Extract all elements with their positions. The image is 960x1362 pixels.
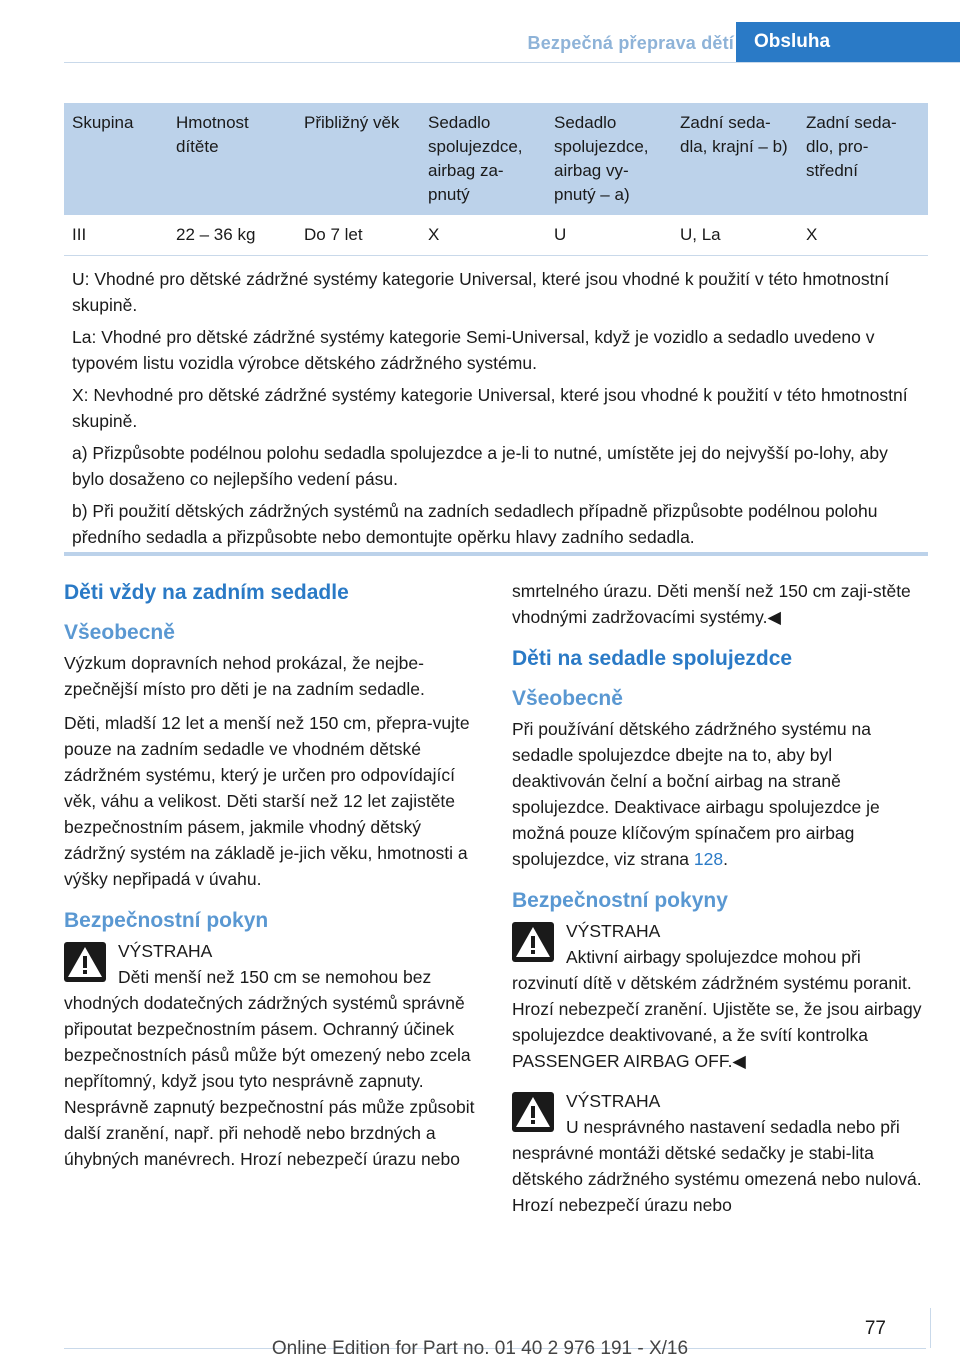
paragraph: Výzkum dopravních nehod prokázal, že nejbe-zpečnější místo pro děti je na zadním sedadle. bbox=[64, 653, 425, 699]
table-header-row bbox=[64, 103, 928, 215]
warning-triangle-icon bbox=[512, 1092, 554, 1132]
header-chapter-tab[interactable]: Obsluha bbox=[736, 22, 960, 62]
warning-text: Aktivní airbagy spolujezdce mohou při rozvinutí dítě v dětském zádržném systému poranit. Hrozí nebezpečí zranění. Ujistěte se, že jsou airbagy spolujezdce deaktivované, a že svítí kontrolka PASSENGER AIRBAG OFF.◀ bbox=[512, 947, 922, 1071]
warning-text: U nesprávného nastavení sedadla nebo při nesprávné montáži dětské sedačky je stabi-lita dětského zádržného systému omezená nebo nulová. Hrozí nebezpečí úrazu nebo bbox=[512, 1117, 922, 1215]
paragraph-continued: smrtelného úrazu. Děti menší než 150 cm zaji-stěte vhodnými zadržovacími systémy.◀ bbox=[512, 581, 911, 627]
subheading-general: Všeobecně bbox=[64, 621, 175, 644]
section-separator bbox=[64, 552, 928, 556]
page-link[interactable]: 128 bbox=[693, 849, 724, 869]
subheading-general: Všeobecně bbox=[512, 687, 623, 710]
warning-triangle-icon bbox=[64, 942, 106, 982]
table-cell: X bbox=[420, 215, 546, 256]
warning-title: VÝSTRAHA bbox=[118, 941, 213, 961]
warning-box bbox=[512, 1088, 928, 1218]
warning-title: VÝSTRAHA bbox=[566, 1091, 661, 1111]
table-notes bbox=[72, 266, 922, 556]
subheading-safety-notes: Bezpečnostní pokyny bbox=[512, 889, 728, 912]
table-header-cell: Sedadlo spolujezdce, airbag vy-pnutý – a) bbox=[546, 103, 672, 215]
header-rule bbox=[64, 62, 960, 63]
warning-box bbox=[512, 918, 928, 1074]
note-x: X: Nevhodné pro dětské zádržné systémy kategorie Universal, které jsou vhodné k použití v této hmotnostní skupině. bbox=[72, 385, 908, 431]
paragraph bbox=[512, 716, 928, 872]
table-cell: U, La bbox=[672, 215, 798, 256]
table-cell: 22 – 36 kg bbox=[168, 215, 296, 256]
table-header-cell: Sedadlo spolujezdce, airbag za-pnutý bbox=[420, 103, 546, 215]
heading-children-rear-seat: Děti vždy na zadním sedadle bbox=[64, 581, 349, 604]
table-header-cell: Hmotnost dítěte bbox=[168, 103, 296, 215]
subheading-safety-note: Bezpečnostní pokyn bbox=[64, 909, 269, 932]
footer-edition: Online Edition for Part no. 01 40 2 976 191 - X/16 bbox=[271, 1338, 689, 1359]
table-header-cell: Zadní seda-dlo, pro-střední bbox=[798, 103, 928, 215]
warning-title: VÝSTRAHA bbox=[566, 921, 661, 941]
page-number: 77 bbox=[864, 1318, 886, 1339]
warning-triangle-icon bbox=[512, 922, 554, 962]
note-u: U: Vhodné pro dětské zádržné systémy kategorie Universal, které jsou vhodné k použití v této hmotnostní skupině. bbox=[72, 269, 890, 315]
note-la: La: Vhodné pro dětské zádržné systémy kategorie Semi-Universal, když je vozidlo a sedadlo uvedeno v typovém listu vozidla výrobce dětského zádržného systému. bbox=[72, 327, 875, 373]
right-column bbox=[512, 578, 928, 1226]
warning-text: Děti menší než 150 cm se nemohou bez vhodných dodatečných zádržných systémů správně připoutat bezpečnostním pásem. Ochranný účinek bezpečnostních pásů může být omezený nebo zcela nepřítomný, když jsou tyto nesprávně zapnuty. Nesprávně zapnutý bezpečnostní pás může způsobit další zranění, např. při nehodě nebo brzdných a úhybných manévrech. Hrozí nebezpečí úrazu nebo bbox=[64, 967, 475, 1169]
left-column bbox=[64, 578, 480, 1180]
table-cell: III bbox=[64, 215, 168, 256]
table-header-cell: Zadní seda-dla, krajní – b) bbox=[672, 103, 798, 215]
note-b: b) Při použití dětských zádržných systémů na zadních sedadlech případně přizpůsobte podélnou polohu předního sedadla a přizpůsobte nebo demontujte opěrku hlavy zadního sedadla. bbox=[72, 501, 878, 547]
header-section-title: Bezpečná přeprava dětí bbox=[527, 33, 734, 53]
paragraph: Děti, mladší 12 let a menší než 150 cm, přepra-vujte pouze na zadním sedadle ve vhodném dětské zádržném systému, který je určen pro odpovídající věk, váhu a velikost. Děti starší než 12 let zajistěte bezpečnostním pásem, jakmile vhodný dětský zádržný systém na základě je-jich věku, hmotnosti a výšky nepřipadá v úvahu. bbox=[64, 713, 470, 889]
paragraph-text: . bbox=[723, 849, 728, 869]
table-cell: Do 7 let bbox=[296, 215, 420, 256]
paragraph-text: Při používání dětského zádržného systému na sedadle spolujezdce dbejte na to, aby byl deaktivován čelní a boční airbag na straně spolujezdce. Deaktivace airbagu spolujezdce je možná pouze klíčovým spínačem pro airbag spolujezdce, viz strana bbox=[512, 719, 880, 869]
table-header-cell: Přibližný věk bbox=[296, 103, 420, 215]
heading-children-passenger-seat: Děti na sedadle spolujezdce bbox=[512, 647, 793, 670]
table-header-cell: Skupina bbox=[64, 103, 168, 215]
table-row bbox=[64, 215, 928, 256]
table-cell: U bbox=[546, 215, 672, 256]
note-a: a) Přizpůsobte podélnou polohu sedadla spolujezdce a je-li to nutné, umístěte jej do nejvyšší po-lohy, aby bylo dosaženo co nejlepšího vedení pásu. bbox=[72, 443, 888, 489]
warning-box bbox=[64, 938, 480, 1172]
child-seat-table bbox=[64, 103, 928, 256]
table-cell: X bbox=[798, 215, 928, 256]
